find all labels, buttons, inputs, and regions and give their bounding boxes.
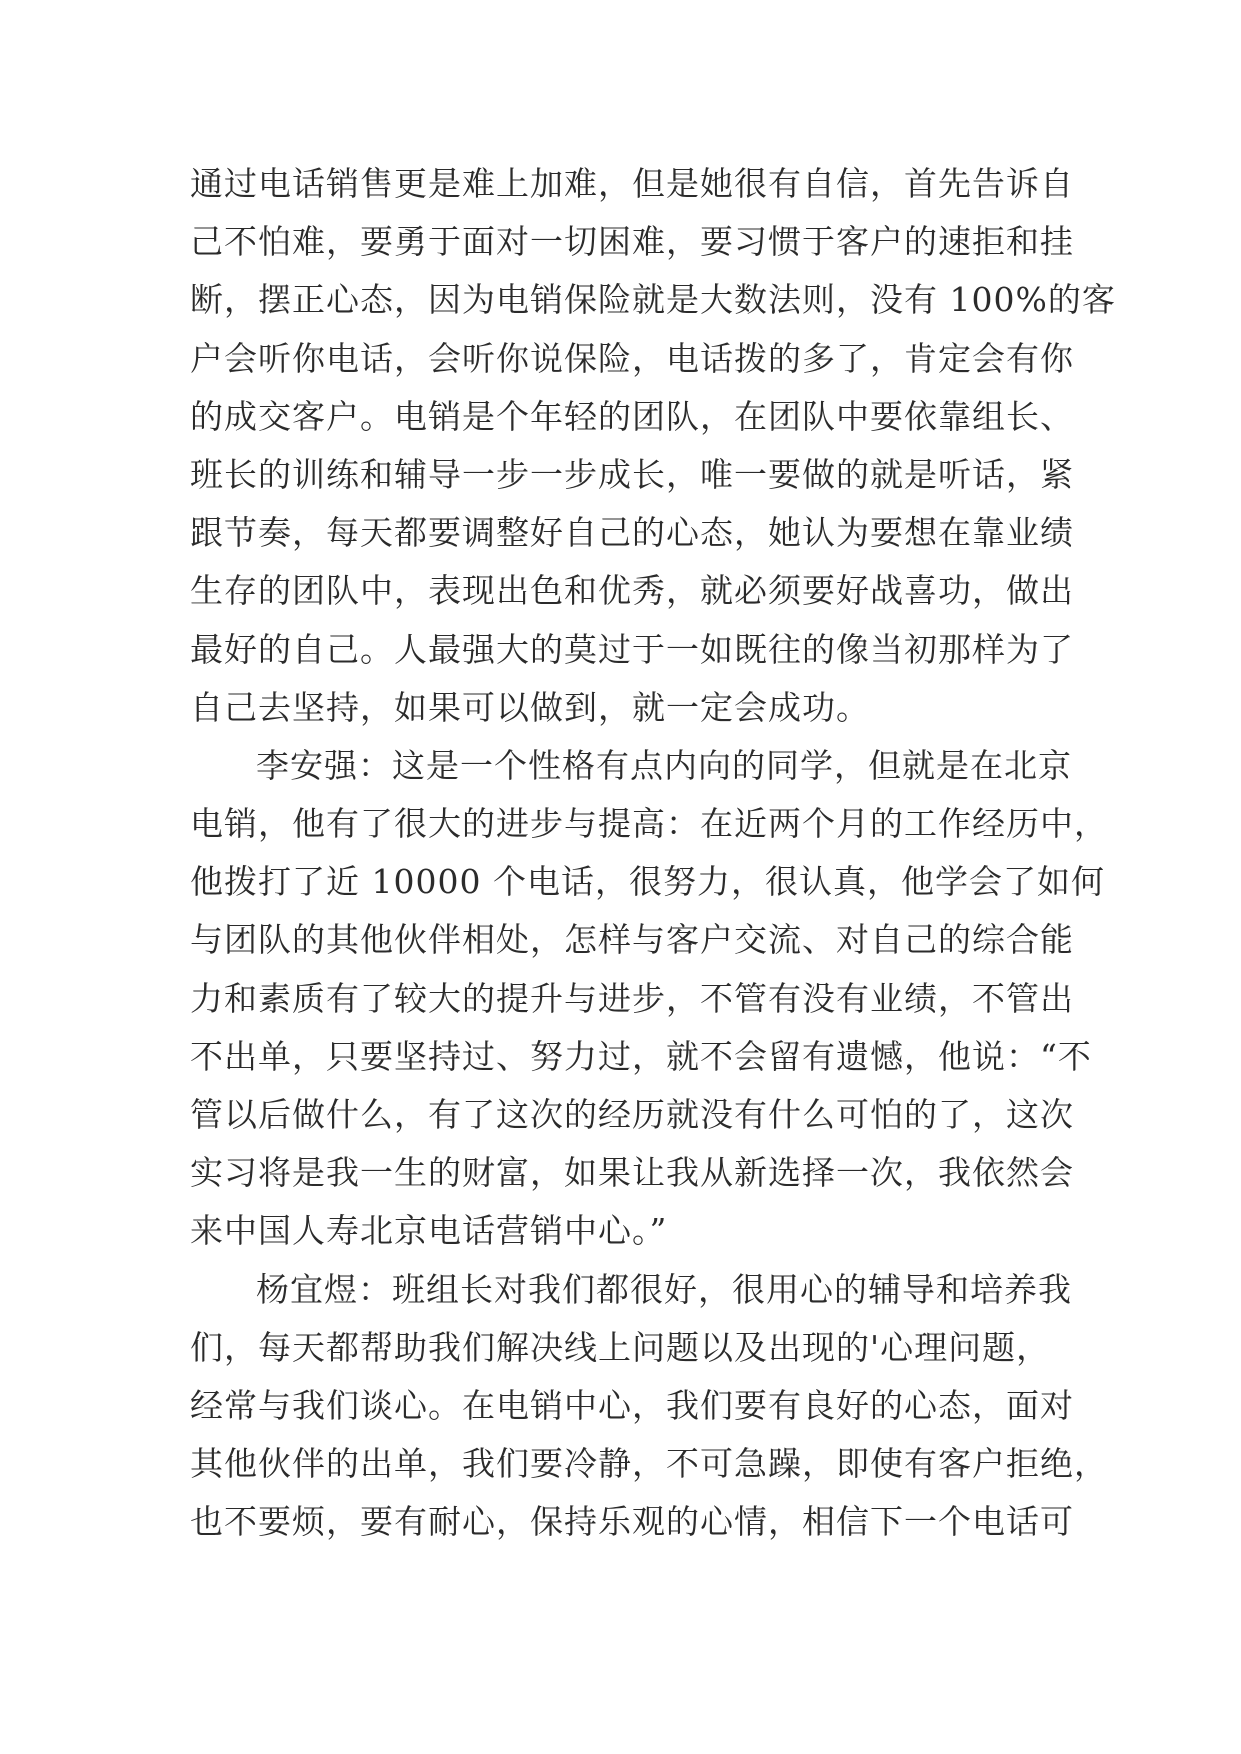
text-line: 们，每天都帮助我们解决线上问题以及出现的'心理问题，	[190, 1327, 1051, 1367]
text-line: 最好的自己。人最强大的莫过于一如既往的像当初那样为了	[190, 629, 1074, 669]
text-line: 断，摆正心态，因为电销保险就是大数法则，没有 100%的客	[190, 280, 1116, 320]
text-line: 生存的团队中，表现出色和优秀，就必须要好战喜功，做出	[190, 571, 1074, 611]
text-line: 户会听你电话，会听你说保险，电话拨的多了，肯定会有你	[190, 338, 1074, 378]
text-line: 不出单，只要坚持过、努力过，就不会留有遗憾，他说：“不	[190, 1036, 1092, 1076]
paragraph-start-line: 李安强：这是一个性格有点内向的同学，但就是在北京	[256, 745, 1072, 785]
document-body	[190, 155, 1116, 1552]
text-line: 电销，他有了很大的进步与提高：在近两个月的工作经历中，	[190, 804, 1108, 844]
text-line: 跟节奏，每天都要调整好自己的心态，她认为要想在靠业绩	[190, 513, 1074, 553]
text-line: 实习将是我一生的财富，如果让我从新选择一次，我依然会	[190, 1153, 1074, 1193]
paragraph-start-line: 杨宜煜：班组长对我们都很好，很用心的辅导和培养我	[256, 1269, 1072, 1309]
text-line: 与团队的其他伙伴相处，怎样与客户交流、对自己的综合能	[190, 920, 1074, 960]
text-line: 班长的训练和辅导一步一步成长，唯一要做的就是听话，紧	[190, 454, 1074, 494]
text-line: 他拨打了近 10000 个电话，很努力，很认真，他学会了如何	[190, 862, 1105, 902]
text-line: 经常与我们谈心。在电销中心，我们要有良好的心态，面对	[190, 1385, 1074, 1425]
text-line: 通过电话销售更是难上加难，但是她很有自信，首先告诉自	[190, 164, 1074, 203]
text-line: 力和素质有了较大的提升与进步，不管有没有业绩，不管出	[190, 978, 1074, 1018]
text-line: 来中国人寿北京电话营销中心。”	[190, 1211, 668, 1251]
text-line: 自己去坚持，如果可以做到，就一定会成功。	[190, 687, 870, 727]
text-line: 的成交客户。电销是个年轻的团队，在团队中要依靠组长、	[190, 396, 1074, 436]
text-line: 己不怕难，要勇于面对一切困难，要习惯于客户的速拒和挂	[190, 222, 1074, 262]
text-line: 管以后做什么，有了这次的经历就没有什么可怕的了，这次	[190, 1095, 1074, 1134]
text-line: 其他伙伴的出单，我们要冷静，不可急躁，即使有客户拒绝，	[190, 1444, 1108, 1484]
text-line: 也不要烦，要有耐心，保持乐观的心情，相信下一个电话可	[190, 1502, 1074, 1542]
